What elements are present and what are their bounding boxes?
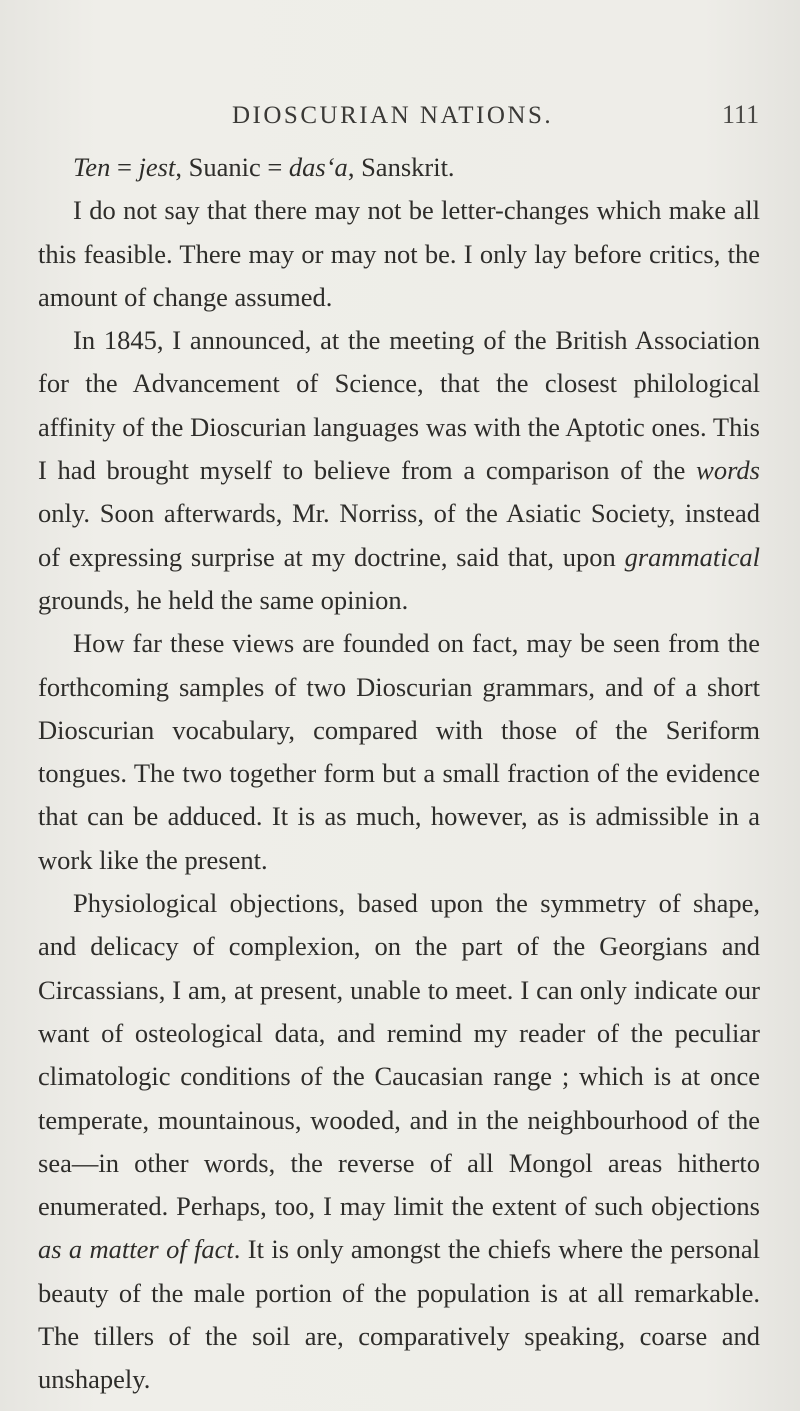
text-segment: , Suanic =	[175, 152, 289, 182]
italic-text: words	[696, 455, 760, 486]
paragraph	[38, 146, 760, 189]
text-segment: , Sanskrit.	[347, 152, 455, 182]
running-head	[0, 96, 800, 136]
italic-text: as a matter of fact	[38, 1234, 234, 1265]
text-segment: How far these views are founded on fact, may be seen from the forthcoming samples of two Dioscurian grammars, and of a short Dioscurian vocabulary, compared with those of the Seriform tongues. The two together form but a small fraction of the evidence that can be adduced. It is as much, however, as is admissible in a work like the present.	[38, 628, 760, 875]
text-segment: I do not say that there may not be letter-changes which make all this feasible. There may or may not be. I only lay before critics, the amount of change assumed.	[38, 195, 760, 312]
text-segment: =	[110, 152, 139, 182]
text-segment: . It is only amongst the chiefs where the personal beauty of the male portion of the population is at all remarkable. The tillers of the soil are, comparatively speaking, coarse and unshapely.	[38, 1234, 760, 1395]
paragraph	[38, 189, 760, 319]
text-segment: In 1845, I announced, at the meeting of the British Association for the Advancement of Science, that the closest philological affinity of the Dioscurian languages was with the Aptotic ones. This I had brought myself to believe from a comparison of the	[38, 325, 760, 486]
paragraph	[38, 882, 760, 1402]
italic-text: das‘a	[288, 152, 348, 182]
paragraph	[38, 319, 760, 622]
running-title: DIOSCURIAN NATIONS.	[232, 102, 554, 129]
text-segment: only. Soon afterwards, Mr. Norriss, of the Asiatic Society, instead of expressing surprise at my doctrine, said that, upon	[38, 498, 760, 572]
paragraph	[38, 622, 760, 882]
italic-text: grammatical	[624, 541, 760, 572]
page-number: 111	[722, 100, 760, 129]
italic-text: jest	[138, 152, 176, 182]
text-segment: grounds, he held the same opinion.	[38, 584, 409, 615]
italic-text: Ten	[73, 152, 111, 182]
text-segment: Physiological objections, based upon the symmetry of shape, and delicacy of complexion, on the part of the Georgians and Circassians, I am, at present, unable to meet. I can only indicate our want of osteological data, and remind my reader of the peculiar climatologic conditions of the Caucasian range ; which is at once temperate, mountainous, wooded, and in the neighbourhood of the sea—in other words, the reverse of all Mongol areas hitherto enumerated. Perhaps, too, I may limit the extent of such objections	[38, 888, 760, 1222]
body-text	[38, 146, 760, 1402]
